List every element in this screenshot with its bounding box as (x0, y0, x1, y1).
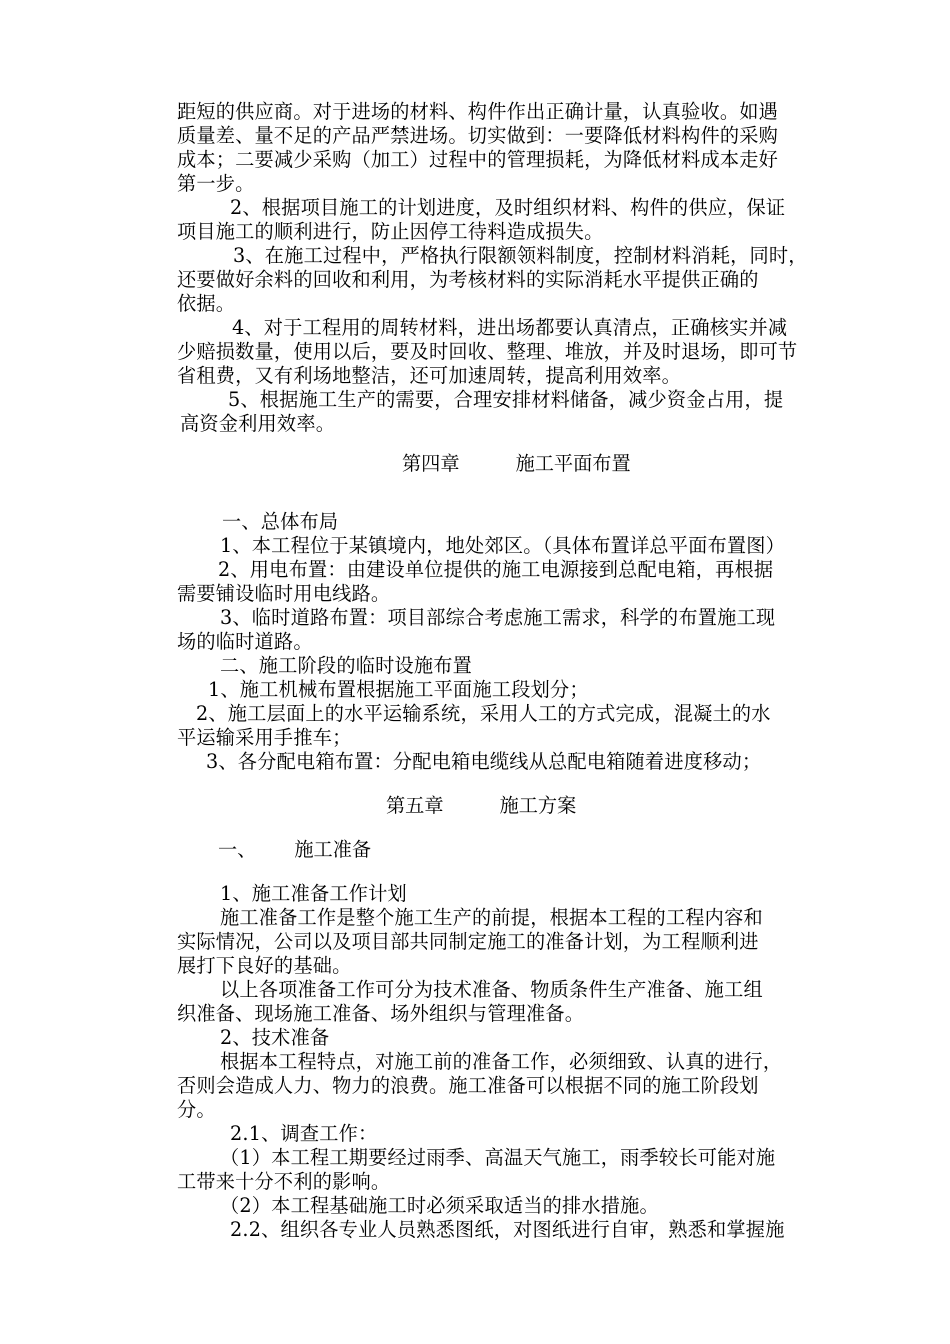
text-line: 第一步。 (177, 172, 255, 195)
section-heading: 一、总体布局 (222, 510, 339, 533)
text-line: 3、各分配电箱布置：分配电箱电缆线从总配电箱随着进度移动； (206, 750, 762, 773)
text-line: 质量差、量不足的产品严禁进场。切实做到：一要降低材料构件的采购 (177, 124, 779, 147)
text-line: 3、临时道路布置：项目部综合考虑施工需求，科学的布置施工现 (220, 606, 776, 629)
chapter-number: 第五章 (386, 794, 444, 817)
subsection-heading: 2、技术准备 (220, 1026, 330, 1049)
text-line: 展打下良好的基础。 (177, 954, 352, 977)
text-line: 施工准备工作是整个施工生产的前提，根据本工程的工程内容和 (220, 906, 763, 929)
text-line: （1）本工程工期要经过雨季、高温天气施工，雨季较长可能对施 (220, 1146, 776, 1169)
text-line: 成本；二要减少采购（加工）过程中的管理损耗，为降低材料成本走好 (177, 148, 779, 171)
text-line: 高资金利用效率。 (180, 412, 336, 435)
text-line: 工带来十分不利的影响。 (177, 1170, 391, 1193)
text-line: 省租费，又有利场地整洁，还可加速周转，提高利用效率。 (177, 364, 682, 387)
text-line: 分。 (177, 1098, 216, 1121)
text-line: 1、本工程位于某镇境内，地处郊区。（具体布置详总平面布置图） (220, 534, 786, 557)
text-line: 2、用电布置：由建设单位提供的施工电源接到总配电箱，再根据 (218, 558, 774, 581)
chapter-title: 施工方案 (499, 794, 577, 817)
text-line: 1、施工机械布置根据施工平面施工段划分； (208, 678, 589, 701)
text-line: 2.2、组织各专业人员熟悉图纸，对图纸进行自审，熟悉和掌握施 (230, 1218, 785, 1241)
chapter-heading (402, 452, 631, 476)
subsection-heading: 1、施工准备工作计划 (220, 882, 407, 905)
chapter-number: 第四章 (402, 452, 460, 475)
text-line: 场的临时道路。 (177, 630, 313, 653)
text-line: 否则会造成人力、物力的浪费。施工准备可以根据不同的施工阶段划 (177, 1074, 759, 1097)
text-line: 根据本工程特点，对施工前的准备工作，必须细致、认真的进行， (220, 1050, 783, 1073)
text-line: 4、对于工程用的周转材料，进出场都要认真清点，正确核实并减 (232, 316, 788, 339)
text-line: 2、施工层面上的水平运输系统，采用人工的方式完成，混凝土的水 (196, 702, 771, 725)
text-line: 2、根据项目施工的计划进度，及时组织材料、构件的供应，保证 (230, 196, 786, 219)
section-heading: 二、施工阶段的临时设施布置 (220, 654, 473, 677)
text-line: 依据。 (177, 292, 236, 315)
text-line: 平运输采用手推车； (177, 726, 352, 749)
section-title: 施工准备 (294, 838, 372, 861)
text-line: 距短的供应商。对于进场的材料、构件作出正确计量，认真验收。如遇 (177, 100, 779, 123)
text-line: 实际情况，公司以及项目部共同制定施工的准备计划，为工程顺利进 (177, 930, 759, 953)
chapter-title: 施工平面布置 (515, 452, 631, 475)
text-line: 以上各项准备工作可分为技术准备、物质条件生产准备、施工组 (220, 978, 763, 1001)
text-line: 还要做好余料的回收和利用，为考核材料的实际消耗水平提供正确的 (177, 268, 759, 291)
text-line: 少赔损数量，使用以后，要及时回收、整理、堆放，并及时退场，即可节 (177, 340, 798, 363)
text-line: 织准备、现场施工准备、场外组织与管理准备。 (177, 1002, 585, 1025)
text-line: 项目施工的顺利进行，防止因停工待料造成损失。 (177, 220, 604, 243)
text-line: 5、根据施工生产的需要，合理安排材料储备，减少资金占用，提 (228, 388, 784, 411)
text-line: 3、在施工过程中，严格执行限额领料制度，控制材料消耗，同时， (233, 244, 808, 267)
section-heading (218, 838, 371, 862)
subsection-heading: 2.1、调查工作： (230, 1122, 378, 1145)
section-number: 一、 (218, 838, 257, 861)
text-line: （2）本工程基础施工时必须采取适当的排水措施。 (220, 1194, 659, 1217)
text-line: 需要铺设临时用电线路。 (177, 582, 391, 605)
chapter-heading (386, 794, 576, 818)
